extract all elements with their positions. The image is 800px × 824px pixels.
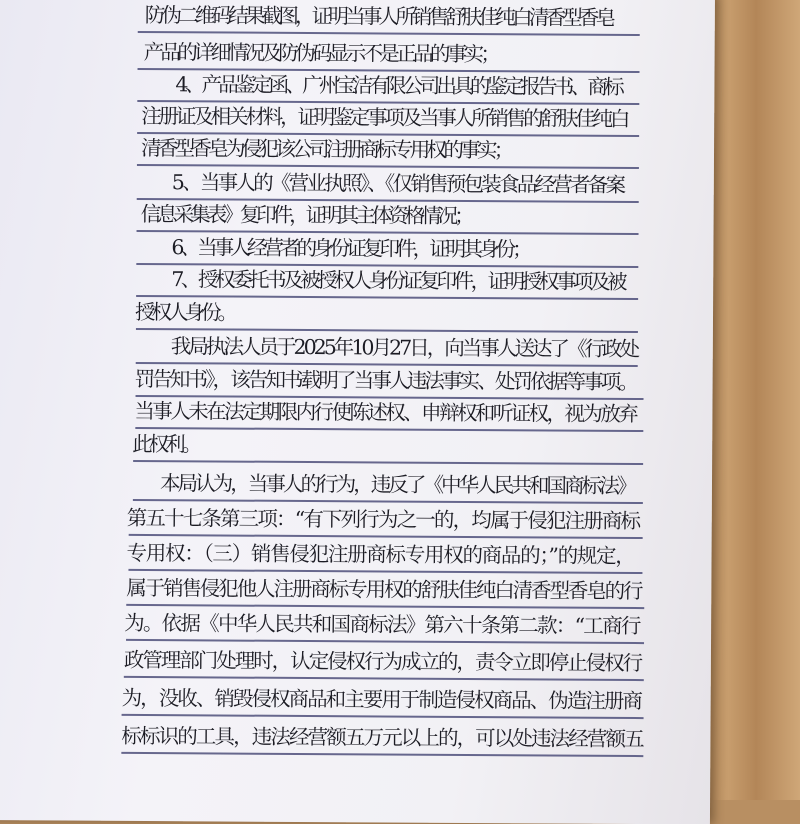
ruled-line [126,639,644,644]
ruled-line [133,460,643,465]
text-line-12: 罚告知书》，该告知书载明了当事人违法事实、处罚依据等事项。 [134,366,637,395]
ruled-line [122,714,644,719]
ruled-line [137,164,639,169]
ruled-line [124,676,644,681]
text-line-11: 我局执法人员于2025年10月27日，向当事人送达了《行政处 [170,334,638,362]
ruled-line [136,295,638,300]
text-line-17: 专用权：（三）销售侵犯注册商标专用权的商品的；”的规定， [126,540,635,569]
ruled-line [133,499,643,504]
ruled-line [135,427,643,432]
text-line-14: 此权利。 [132,431,199,457]
ruled-line [138,31,640,36]
text-line-21: 为，没收、销毁侵权商品和主要用于制造侵权商品、伪造注册商 [121,685,642,714]
text-line-18: 属于销售侵犯他人注册商标专用权的舒肤佳纯白清香型香皂的行 [126,575,642,604]
text-line-16: 第五十七条第三项：“有下列行为之一的，均属于侵犯注册商标 [126,505,640,534]
text-line-8: 6、当事人经营者的身份证复印件，证明其身份； [171,235,529,262]
text-line-7: 信息采集表》复印件，证明其主体资格情况； [140,201,471,229]
ruled-line [126,604,644,609]
ruled-line [129,534,643,539]
text-line-6: 5、当事人的《营业执照》、《仅销售预包装食品经营者备案 [171,170,624,197]
text-line-9: 7、授权委托书及被授权人身份证复印件，证明授权事项及被 [171,267,625,294]
text-line-15: 本局认为，当事人的行为，违反了《中华人民共和国商标法》 [159,471,635,499]
text-line-2: 产品的详细情况及防伪码显示不是正品的事实； [143,40,498,67]
text-line-4: 注册证及相关材料，证明鉴定事项及当事人所销售的舒肤佳纯白 [141,103,628,131]
ruled-line [136,328,638,333]
text-line-19: 为。依据《中华人民共和国商标法》第六十条第二款：“工商行 [124,610,640,639]
text-line-22: 标标识的工具，违法经营额五万元以上的，可以处违法经营额五 [121,723,643,752]
ruled-line [121,752,643,757]
text-line-10: 授权人身份。 [134,299,235,325]
text-line-3: 4、产品鉴定函、广州宝洁有限公司出具的鉴定报告书、商标 [175,72,622,99]
ruled-line [137,230,639,235]
text-line-13: 当事人未在法定期限内行使陈述权、申辩权和听证权，视为放弃 [134,398,637,427]
text-line-1: 防伪二维码结果截图，证明当事人所销售舒肤佳纯白清香型香皂 [144,3,613,30]
text-line-5: 清香型香皂为侵犯该公司注册商标专用权的事实； [140,135,511,163]
ruled-line [128,569,642,574]
ruled-line [136,362,638,367]
text-line-20: 政管理部门处理时，认定侵权行为成立的，责令立即停止侵权行 [123,647,642,676]
